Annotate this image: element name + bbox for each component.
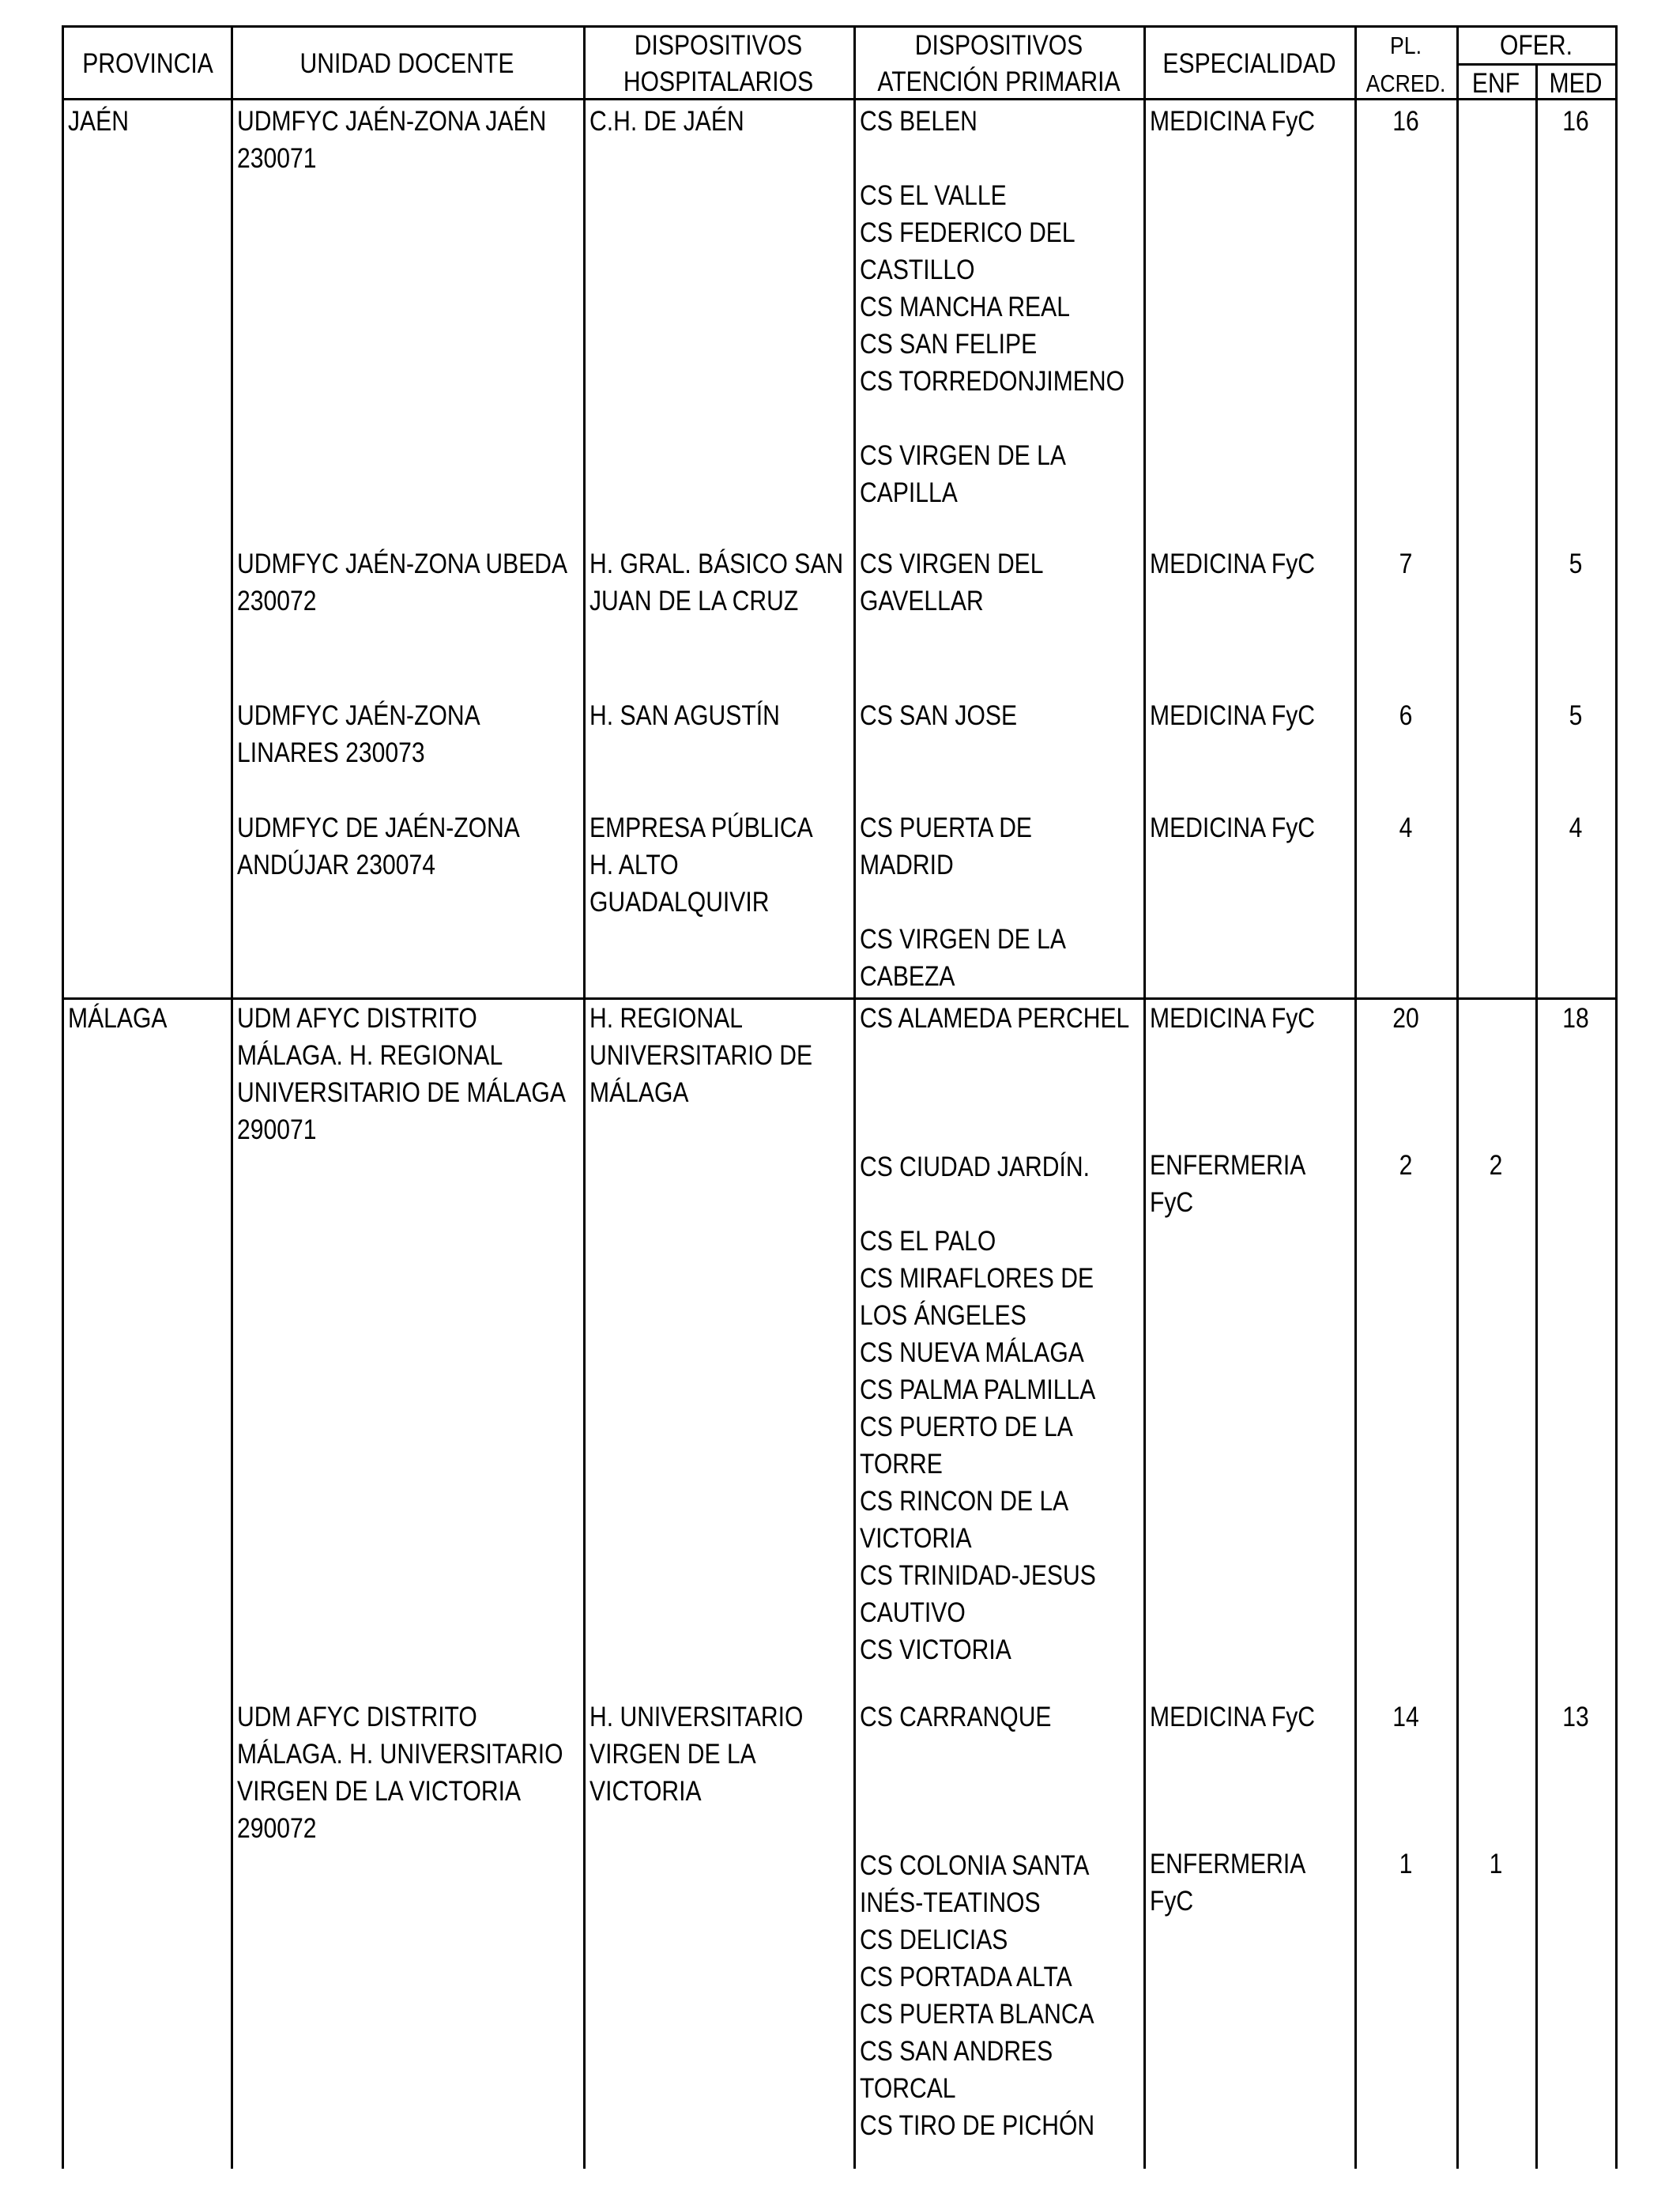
centro-salud-line: CS TORREDONJIMENO: [860, 366, 1125, 397]
plazas-acreditadas: 16: [1392, 106, 1419, 137]
centro-salud-line: CS SAN ANDRES: [860, 2036, 1053, 2067]
especialidad-line: MEDICINA FyC: [1150, 548, 1316, 579]
centro-salud-line: CS PUERTA BLANCA: [860, 1999, 1094, 2030]
plazas-acreditadas: 4: [1399, 812, 1412, 843]
centro-salud-line: CS SAN JOSE: [860, 700, 1018, 731]
hospital-line: VICTORIA: [590, 1776, 702, 1807]
hospital-line: JUAN DE LA CRUZ: [590, 586, 799, 616]
especialidad-line: MEDICINA FyC: [1150, 1003, 1316, 1034]
centro-salud-line: CS TIRO DE PICHÓN: [860, 2110, 1095, 2141]
centro-salud-line: CS EL VALLE: [860, 180, 1007, 211]
centro-salud-line: CS TRINIDAD-JESUS: [860, 1560, 1096, 1591]
centro-salud-line: VICTORIA: [860, 1523, 972, 1554]
centro-salud-line: CS VIRGEN DE LA: [860, 924, 1066, 955]
centro-salud-line: CS ALAMEDA PERCHEL: [860, 1003, 1130, 1034]
oferta-medicina: 4: [1569, 812, 1582, 843]
plazas-acreditadas: 6: [1399, 700, 1412, 731]
hospital-line: H. REGIONAL: [590, 1003, 744, 1034]
oferta-medicina: 5: [1569, 548, 1582, 579]
especialidad-line: FyC: [1150, 1886, 1194, 1917]
centro-salud-line: LOS ÁNGELES: [860, 1300, 1026, 1331]
centro-salud-line: CS CIUDAD JARDÍN.: [860, 1152, 1090, 1182]
centro-salud-line: CS DELICIAS: [860, 1924, 1008, 1955]
plazas-acreditadas: 1: [1399, 1849, 1412, 1879]
hospital-line: GUADALQUIVIR: [590, 887, 770, 918]
centro-salud-line: CS PALMA PALMILLA: [860, 1374, 1096, 1405]
centro-salud-line: CS NUEVA MÁLAGA: [860, 1337, 1084, 1368]
col-rule-4: [1143, 25, 1146, 2169]
centro-salud-line: CS COLONIA SANTA: [860, 1850, 1090, 1881]
centro-salud-line: CAUTIVO: [860, 1597, 966, 1628]
oferta-medicina: 13: [1561, 1702, 1589, 1732]
centro-salud-line: CS EL PALO: [860, 1226, 996, 1257]
oferta-medicina: 18: [1561, 1003, 1589, 1034]
centro-salud-line: CS RINCON DE LA: [860, 1486, 1069, 1517]
centro-salud-line: CS SAN FELIPE: [860, 329, 1038, 360]
province-name: JAÉN: [68, 106, 129, 137]
centro-salud-line: CASTILLO: [860, 254, 975, 285]
header-disp-ap-1: DISPOSITIVOS: [914, 30, 1083, 61]
hospital-line: EMPRESA PÚBLICA: [590, 812, 813, 843]
centro-salud-line: CS PORTADA ALTA: [860, 1962, 1072, 1992]
plazas-acreditadas: 2: [1399, 1150, 1412, 1181]
centro-salud-line: MADRID: [860, 850, 954, 880]
centro-salud-line: CS CARRANQUE: [860, 1702, 1052, 1732]
col-left-rule: [62, 25, 64, 2169]
hospital-line: UNIVERSITARIO DE: [590, 1040, 813, 1071]
header-disp-ap-2: ATENCIÓN PRIMARIA: [876, 66, 1121, 97]
especialidad-line: MEDICINA FyC: [1150, 106, 1316, 137]
centro-salud-line: INÉS-TEATINOS: [860, 1887, 1041, 1918]
header-unidad-docente: UNIDAD DOCENTE: [299, 48, 514, 79]
header-pl: PL.: [1389, 32, 1422, 59]
centro-salud-line: TORRE: [860, 1449, 943, 1480]
especialidad-line: MEDICINA FyC: [1150, 812, 1316, 843]
unidad-docente-line: 230071: [237, 143, 317, 174]
hospital-line: H. SAN AGUSTÍN: [590, 700, 780, 731]
province-name: MÁLAGA: [68, 1003, 168, 1034]
header-disp-hosp-1: DISPOSITIVOS: [634, 30, 803, 61]
header-acred: ACRED.: [1365, 70, 1445, 97]
oferta-enfermeria: 2: [1489, 1150, 1503, 1181]
especialidad-line: MEDICINA FyC: [1150, 1702, 1316, 1732]
centro-salud-line: CS VIRGEN DE LA: [860, 440, 1066, 471]
especialidad-line: ENFERMERIA: [1150, 1150, 1306, 1181]
unidad-docente-line: LINARES 230073: [237, 737, 425, 768]
header-enf: ENF: [1471, 68, 1520, 99]
oferta-enfermeria: 1: [1489, 1849, 1503, 1879]
centro-salud-line: CS VIRGEN DEL: [860, 548, 1044, 579]
col-rule-3: [853, 25, 856, 2169]
especialidad-line: FyC: [1150, 1187, 1194, 1218]
unidad-docente-line: MÁLAGA. H. UNIVERSITARIO: [237, 1739, 563, 1770]
hospital-line: H. GRAL. BÁSICO SAN: [590, 548, 844, 579]
especialidad-line: MEDICINA FyC: [1150, 700, 1316, 731]
unidad-docente-line: 290072: [237, 1813, 317, 1844]
unidad-docente-line: VIRGEN DE LA VICTORIA: [237, 1776, 522, 1807]
centro-salud-line: GAVELLAR: [860, 586, 984, 616]
unidad-docente-line: MÁLAGA. H. REGIONAL: [237, 1040, 503, 1071]
hospital-line: H. UNIVERSITARIO: [590, 1702, 804, 1732]
centro-salud-line: CS BELEN: [860, 106, 977, 137]
hospital-line: H. ALTO: [590, 850, 679, 880]
hospital-line: C.H. DE JAÉN: [590, 106, 744, 137]
col-rule-2: [583, 25, 586, 2169]
unidad-docente-line: UDM AFYC DISTRITO: [237, 1003, 477, 1034]
hospital-line: VIRGEN DE LA: [590, 1739, 756, 1770]
centro-salud-line: CS MIRAFLORES DE: [860, 1263, 1094, 1294]
oferta-medicina: 16: [1561, 106, 1589, 137]
centro-salud-line: CS PUERTO DE LA: [860, 1412, 1073, 1442]
centro-salud-line: TORCAL: [860, 2073, 956, 2104]
especialidad-line: ENFERMERIA: [1150, 1849, 1306, 1879]
centro-salud-line: CAPILLA: [860, 477, 958, 508]
header-ofer: OFER.: [1499, 30, 1573, 61]
header-med: MED: [1549, 68, 1602, 99]
unidad-docente-line: UDMFYC JAÉN-ZONA JAÉN: [237, 106, 547, 137]
unidad-docente-line: ANDÚJAR 230074: [237, 850, 435, 880]
header-disp-hosp-2: HOSPITALARIOS: [623, 66, 814, 97]
centro-salud-line: CS VICTORIA: [860, 1634, 1011, 1665]
header-especialidad: ESPECIALIDAD: [1162, 48, 1336, 79]
centro-salud-line: CS FEDERICO DEL: [860, 217, 1075, 248]
header-provincia: PROVINCIA: [82, 48, 213, 79]
unidad-docente-line: UDMFYC JAÉN-ZONA UBEDA: [237, 548, 568, 579]
unidad-docente-line: 230072: [237, 586, 317, 616]
col-rule-1: [231, 25, 233, 2169]
centro-salud-line: CABEZA: [860, 961, 955, 992]
unidad-docente-line: UDMFYC DE JAÉN-ZONA: [237, 812, 520, 843]
unidad-docente-line: UDMFYC JAÉN-ZONA: [237, 700, 480, 731]
plazas-acreditadas: 20: [1392, 1003, 1419, 1034]
unidad-docente-line: UNIVERSITARIO DE MÁLAGA: [237, 1077, 566, 1108]
plazas-acreditadas: 14: [1392, 1702, 1419, 1732]
oferta-medicina: 5: [1569, 700, 1582, 731]
centro-salud-line: CS MANCHA REAL: [860, 292, 1070, 322]
hospital-line: MÁLAGA: [590, 1077, 689, 1108]
unidad-docente-line: 290071: [237, 1114, 317, 1145]
plazas-acreditadas: 7: [1399, 548, 1412, 579]
centro-salud-line: CS PUERTA DE: [860, 812, 1033, 843]
unidad-docente-line: UDM AFYC DISTRITO: [237, 1702, 477, 1732]
